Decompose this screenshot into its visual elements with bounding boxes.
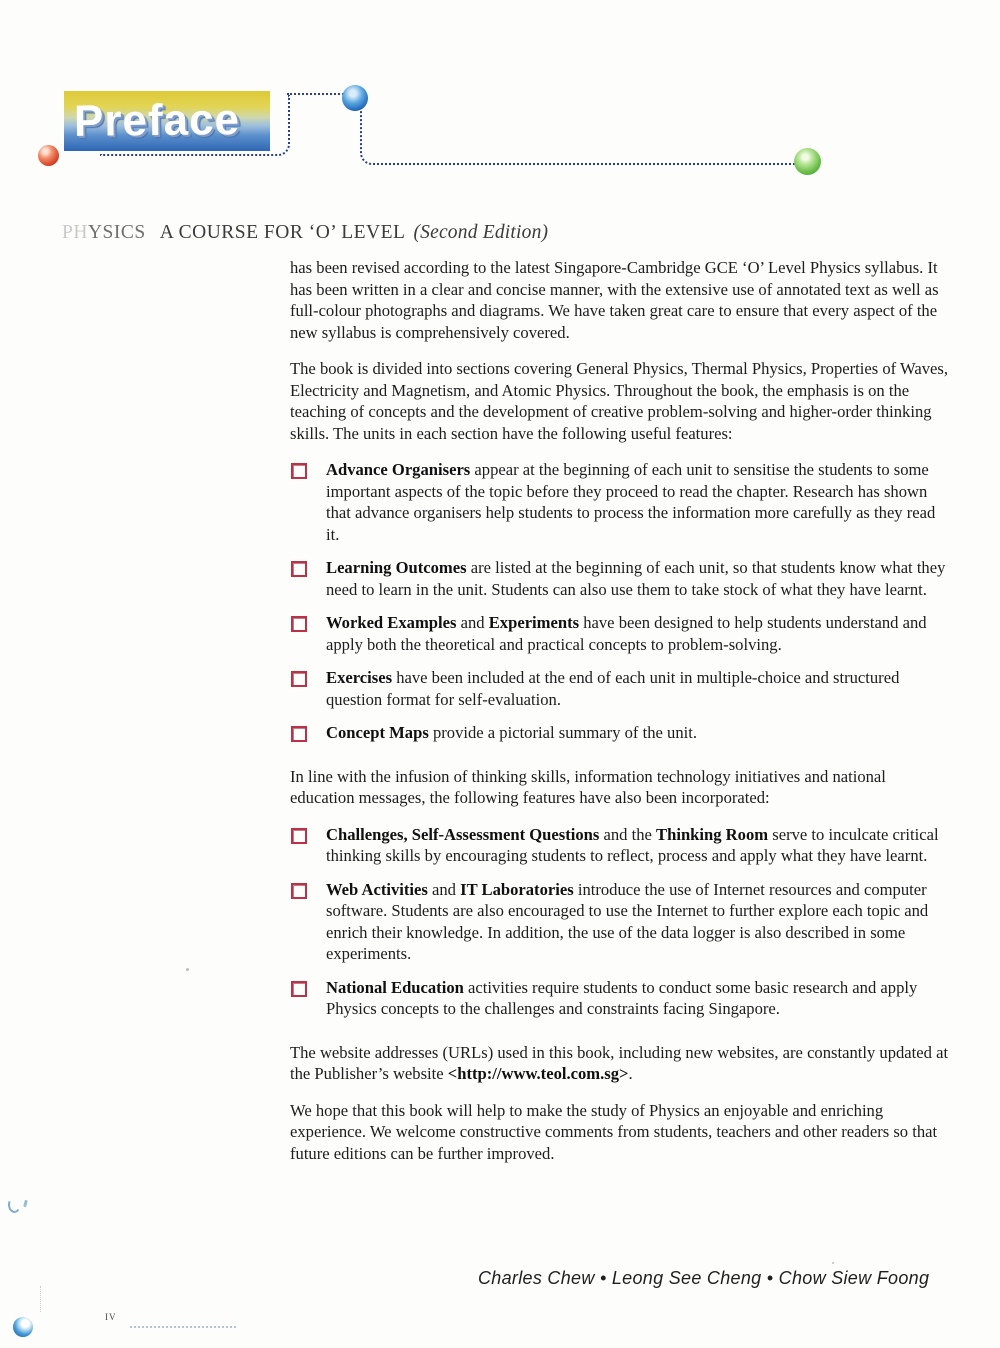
book-title-main: A COURSE FOR ‘O’ LEVEL <box>159 222 406 243</box>
red-sphere-icon <box>38 145 59 166</box>
feature-bullet <box>288 879 950 965</box>
bullet-text: Concept Maps provide a pictorial summary of the unit. <box>326 723 697 742</box>
feature-bullet <box>288 667 950 710</box>
bullet-text: National Education activities require students to conduct some basic research and apply Physics concepts to the challenges and constraints facing Singapore. <box>326 977 918 1018</box>
checkbox-outline-icon <box>291 616 307 632</box>
feature-bullet <box>288 977 950 1020</box>
scan-artifact <box>7 1197 22 1214</box>
paragraph: has been revised according to the latest Singapore-Cambridge GCE ‘O’ Level Physics syllabus. It has been written in a clear and concise manner, with the extensive use of annotated text as well as full-colour photographs and diagrams. We have taken great care to ensure that every aspect of the new syllabus is comprehensively covered. <box>290 258 939 342</box>
paragraph: The website addresses (URLs) used in this book, including new websites, are constantly updated at the Publisher’s website <http://www.teol.com.sg>. <box>290 1042 949 1083</box>
paragraph: We hope that this book will help to make the study of Physics an enjoyable and enriching experience. We welcome constructive comments from students, teachers and other readers so that future editions can be further improved. <box>290 1100 938 1163</box>
book-title-edition: (Second Edition) <box>413 222 549 243</box>
book-title-line <box>62 222 942 244</box>
bullet-text: Exercises have been included at the end of each unit in multiple-choice and structured question format for self-evaluation. <box>326 668 900 709</box>
green-sphere-icon <box>794 148 821 175</box>
bullet-text: Web Activities and IT Laboratories introduce the use of Internet resources and computer software. Students are also encouraged to use the Internet to further explore each topic and enrich their knowledge. In addition, the use of the data logger is also described in some experiments. <box>326 879 929 963</box>
page-number: iv <box>105 1308 117 1323</box>
authors-line: Charles Chew • Leong See Cheng • Chow Siew Foong <box>478 1268 930 1288</box>
scan-speck <box>832 1262 834 1264</box>
scan-speck <box>667 799 670 802</box>
checkbox-outline-icon <box>291 828 307 844</box>
checkbox-outline-icon <box>291 981 307 997</box>
body-blocks <box>288 257 950 1179</box>
preface-banner-title: Preface <box>73 95 241 146</box>
book-title-faded-prefix: PH <box>62 222 88 243</box>
paragraph: The book is divided into sections covering General Physics, Thermal Physics, Properties of Waves, Electricity and Magnetism, and Atomic Physics. Throughout the book, the emphasis is on the teaching of concepts and the development of creative problem-solving and higher-order thinking skills. The units in each section have the following useful features: <box>290 359 948 443</box>
feature-bullet <box>288 824 950 867</box>
feature-bullet <box>288 557 950 600</box>
checkbox-outline-icon <box>291 561 307 577</box>
preface-banner <box>64 91 270 151</box>
book-title-faded-rest: YSICS <box>87 222 146 243</box>
scan-artifact <box>23 1200 28 1208</box>
footer-vertical-dotted-line <box>40 1286 42 1312</box>
bullet-text: Advance Organisers appear at the beginning of each unit to sensitise the students to some important aspects of the topic before they proceed to read the chapter. Research has shown that advance organisers help students to process the information more carefully as they read it. <box>326 460 936 544</box>
checkbox-outline-icon <box>291 883 307 899</box>
feature-bullet <box>288 722 950 744</box>
paragraph: In line with the infusion of thinking skills, information technology initiatives and national education messages, the following features have also been incorporated: <box>290 766 886 807</box>
feature-bullet <box>288 612 950 655</box>
footer-blue-sphere-icon <box>13 1317 33 1337</box>
bullet-text: Learning Outcomes are listed at the beginning of each unit, so that students know what they need to learn in the unit. Students can also use them to take stock of what they have learnt. <box>326 558 946 599</box>
checkbox-outline-icon <box>291 463 307 479</box>
bullet-text: Worked Examples and Experiments have been designed to help students understand and apply both the theoretical and practical concepts to problem-solving. <box>326 613 927 654</box>
feature-bullet <box>288 459 950 545</box>
bullet-text: Challenges, Self-Assessment Questions and the Thinking Room serve to inculcate critical thinking skills by encouraging students to reflect, process and apply what they have learnt. <box>326 824 939 865</box>
checkbox-outline-icon <box>291 726 307 742</box>
scan-speck <box>186 968 189 971</box>
checkbox-outline-icon <box>291 671 307 687</box>
blue-sphere-icon <box>342 85 368 111</box>
footer-dotted-line <box>130 1326 236 1329</box>
dotted-elbow-path <box>360 102 809 165</box>
